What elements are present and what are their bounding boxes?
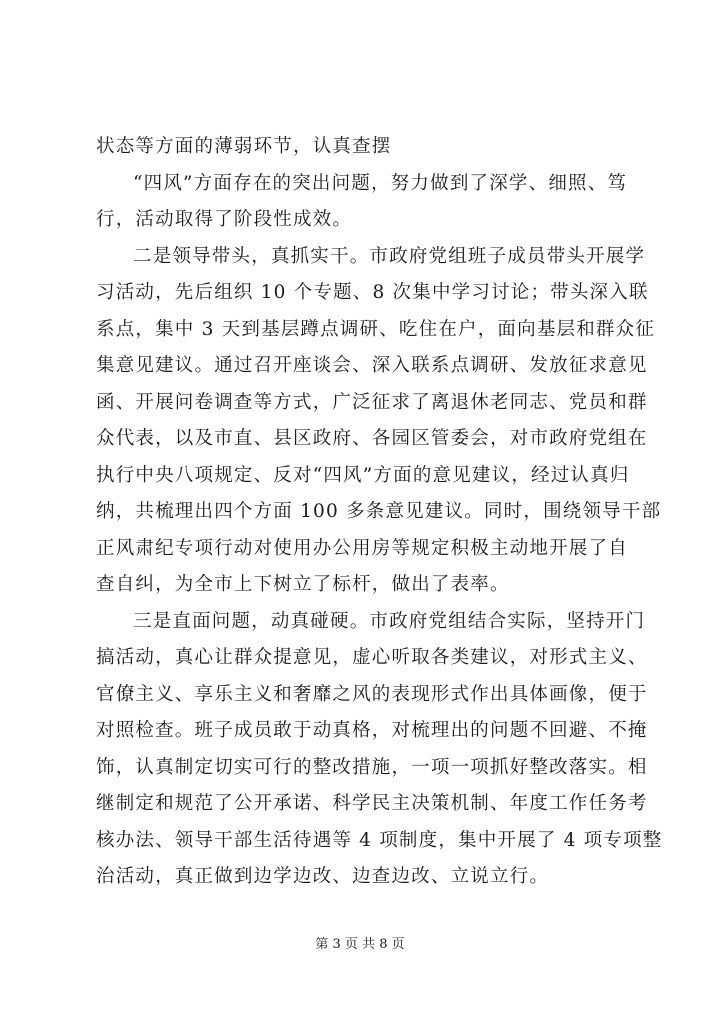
text-line: 执行中央八项规定、反对“四风”方面的意见建议，经过认真归 — [96, 464, 630, 486]
text-line: 查自纠，为全市上下树立了标杆，做出了表率。 — [96, 574, 510, 595]
text-line: 搞活动，真心让群众提意见，虚心听取各类建议，对形式主义、 — [96, 647, 648, 668]
text-line: 行，活动取得了阶段性成效。 — [96, 209, 353, 230]
text-line: 官僚主义、享乐主义和奢靡之风的表现形式作出具体画像，便于 — [96, 683, 648, 705]
text-line: 习活动，先后组织 10 个专题、8 次集中学习讨论；带头深入联 — [96, 282, 649, 303]
text-line: 集意见建议。通过召开座谈会、深入联系点调研、发放征求意见 — [96, 355, 648, 376]
text-line: 对照检查。班子成员敢于动真格，对梳理出的问题不回避、不掩 — [96, 720, 648, 741]
text-line: 三是直面问题，动真碰硬。市政府党组结合实际，坚持开门 — [133, 610, 646, 632]
page-number-footer: 第 3 页 共 8 页 — [315, 937, 405, 952]
text-line: 正风肃纪专项行动对使用办公用房等规定积极主动地开展了自 — [96, 537, 628, 559]
text-line: 治活动，真正做到边学边改、边查边改、立说立行。 — [96, 866, 550, 887]
text-line: 纳，共梳理出四个方面 100 多条意见建议。同时，围绕领导干部 — [96, 501, 662, 522]
text-line: 核办法、领导干部生活待遇等 4 项制度，集中开展了 4 项专项整 — [96, 829, 663, 851]
document-body — [96, 129, 663, 896]
text-line: 继制定和规范了公开承诺、科学民主决策机制、年度工作任务考 — [96, 793, 648, 814]
text-line: 饰，认真制定切实可行的整改措施，一项一项抓好整改落实。相 — [96, 756, 648, 778]
text-line: 状态等方面的薄弱环节，认真查摆 — [96, 136, 392, 157]
text-line: “四风”方面存在的突出问题，努力做到了深学、细照、笃 — [133, 172, 628, 194]
text-line: 系点，集中 3 天到基层蹲点调研、吃住在户，面向基层和群众征 — [96, 318, 656, 340]
text-line: 众代表，以及市直、县区政府、各园区管委会，对市政府党组在 — [96, 428, 648, 449]
text-line: 二是领导带头，真抓实干。市政府党组班子成员带头开展学 — [133, 245, 646, 267]
text-line: 函、开展问卷调查等方式，广泛征求了离退休老同志、党员和群 — [96, 391, 648, 413]
